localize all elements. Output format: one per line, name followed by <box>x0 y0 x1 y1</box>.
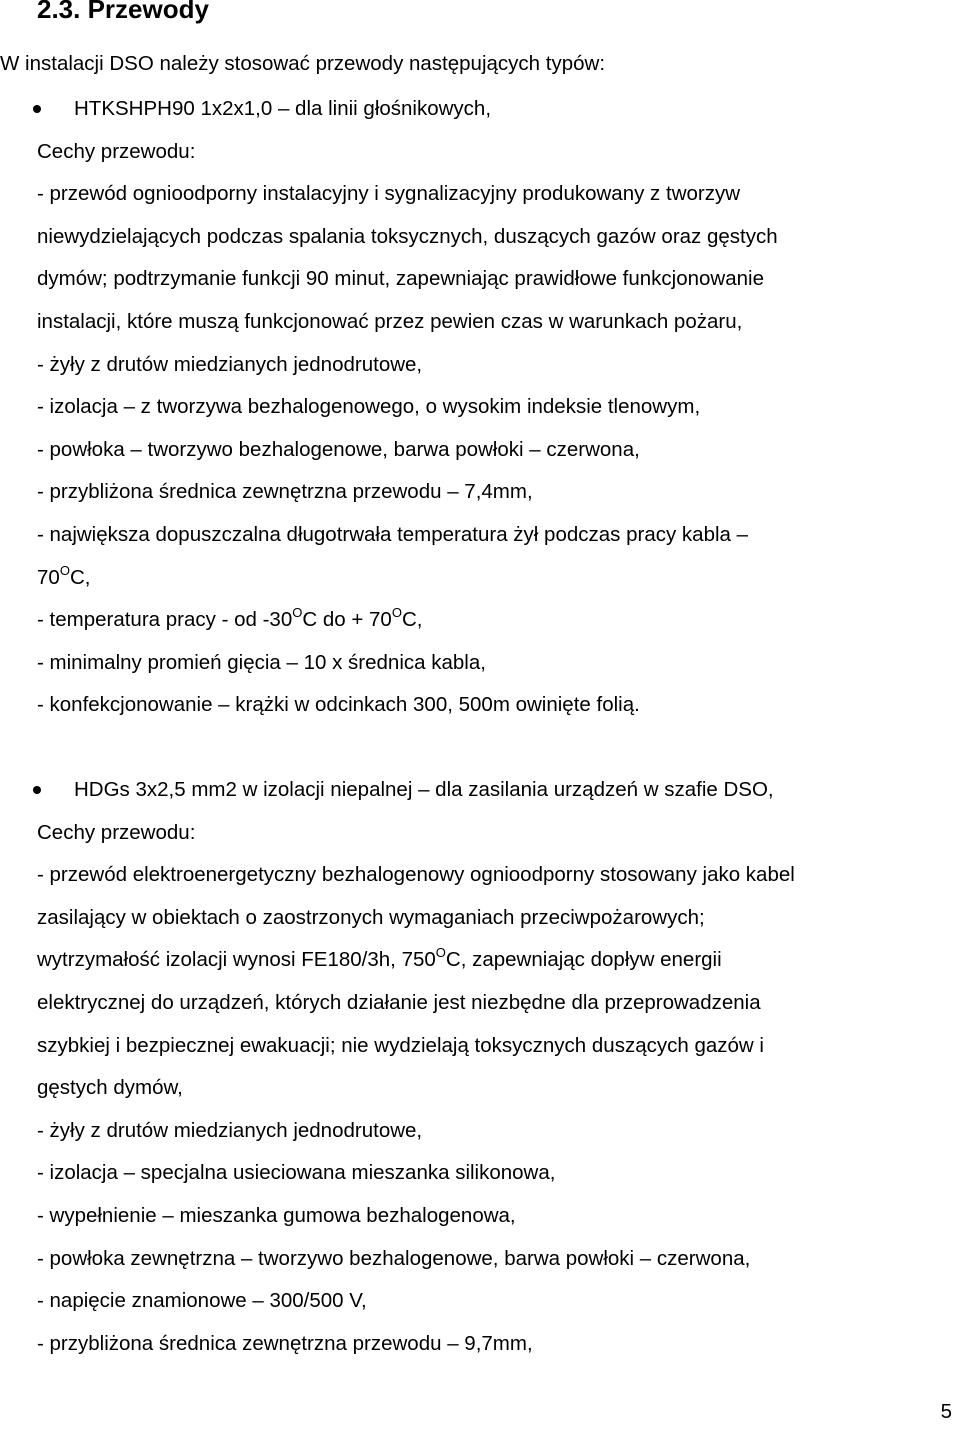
page-number: 5 <box>940 1400 952 1423</box>
feature-line: zasilający w obiektach o zaostrzonych wymaganiach przeciwpożarowych; <box>37 905 705 929</box>
feature-line: elektrycznej do urządzeń, których działanie jest niezbędne dla przeprowadzenia <box>37 990 761 1014</box>
cable-section-hdgs <box>37 769 952 1365</box>
degree-superscript: O <box>59 562 70 578</box>
feature-line: - konfekcjonowanie – krążki w odcinkach 300, 500m owinięte folią. <box>37 693 640 717</box>
feature-line: niewydzielających podczas spalania toksycznych, duszących gazów oraz gęstych <box>37 224 778 248</box>
feature-line: - wypełnienie – mieszanka gumowa bezhalogenowa, <box>37 1203 516 1227</box>
bullet-item-hdgs <box>37 769 952 812</box>
text-fragment: - temperatura pracy - od -30 <box>37 608 293 632</box>
feature-line: instalacji, które muszą funkcjonować przez pewien czas w warunkach pożaru, <box>37 309 743 333</box>
feature-line-working-temperature <box>37 599 952 642</box>
intro-paragraph: W instalacji DSO należy stosować przewody następujących typów: <box>0 52 606 75</box>
degree-superscript: O <box>391 605 402 621</box>
feature-line: - powłoka – tworzywo bezhalogenowe, barwa powłoki – czerwona, <box>37 437 640 461</box>
text-fragment: C, <box>69 565 91 589</box>
feature-line: - przewód ognioodporny instalacyjny i sygnalizacyjny produkowany z tworzyw <box>37 182 741 206</box>
cable-section-htkshph <box>37 88 952 727</box>
feature-line: - izolacja – specjalna usieciowana mieszanka silikonowa, <box>37 1161 556 1185</box>
text-fragment: C do + 70 <box>302 608 392 632</box>
feature-line: - minimalny promień gięcia – 10 x średnica kabla, <box>37 650 486 674</box>
feature-line: gęstych dymów, <box>37 1076 183 1100</box>
feature-line-temperature <box>37 557 952 600</box>
text-fragment: 70 <box>37 565 60 589</box>
text-fragment: C, <box>401 608 423 632</box>
feature-line: szybkiej i bezpiecznej ewakuacji; nie wydzielają toksycznych duszących gazów i <box>37 1033 764 1057</box>
degree-superscript: O <box>435 945 446 961</box>
features-label: Cechy przewodu: <box>37 820 196 844</box>
feature-line: dymów; podtrzymanie funkcji 90 minut, zapewniając prawidłowe funkcjonowanie <box>37 267 764 291</box>
bullet-dot-icon <box>33 105 41 113</box>
feature-line: - żyły z drutów miedzianych jednodrutowe, <box>37 1118 423 1142</box>
degree-superscript: O <box>292 605 303 621</box>
bullet-item-htkshph <box>37 88 952 131</box>
feature-line: - izolacja – z tworzywa bezhalogenowego, o wysokim indeksie tlenowym, <box>37 395 701 419</box>
text-fragment: C, zapewniając dopływ energii <box>445 948 722 972</box>
feature-line: - przewód elektroenergetyczny bezhalogenowy ognioodporny stosowany jako kabel <box>37 863 795 887</box>
bullet-text: HTKSHPH90 1x2x1,0 – dla linii głośnikowych, <box>74 97 492 120</box>
feature-line: - powłoka zewnętrzna – tworzywo bezhalogenowe, barwa powłoki – czerwona, <box>37 1246 751 1270</box>
feature-line: - największa dopuszczalna długotrwała temperatura żył podczas pracy kabla – <box>37 522 749 546</box>
section-heading: 2.3. Przewody <box>37 0 209 24</box>
feature-line-insulation-strength <box>37 939 952 982</box>
bullet-dot-icon <box>33 786 41 794</box>
features-label: Cechy przewodu: <box>37 139 196 163</box>
feature-line: - żyły z drutów miedzianych jednodrutowe, <box>37 352 423 376</box>
bullet-text: HDGs 3x2,5 mm2 w izolacji niepalnej – dla zasilania urządzeń w szafie DSO, <box>74 778 774 801</box>
feature-line: - przybliżona średnica zewnętrzna przewodu – 9,7mm, <box>37 1331 533 1355</box>
text-fragment: wytrzymałość izolacji wynosi FE180/3h, 750 <box>37 948 436 972</box>
feature-line: - napięcie znamionowe – 300/500 V, <box>37 1289 367 1313</box>
feature-line: - przybliżona średnica zewnętrzna przewodu – 7,4mm, <box>37 480 533 504</box>
